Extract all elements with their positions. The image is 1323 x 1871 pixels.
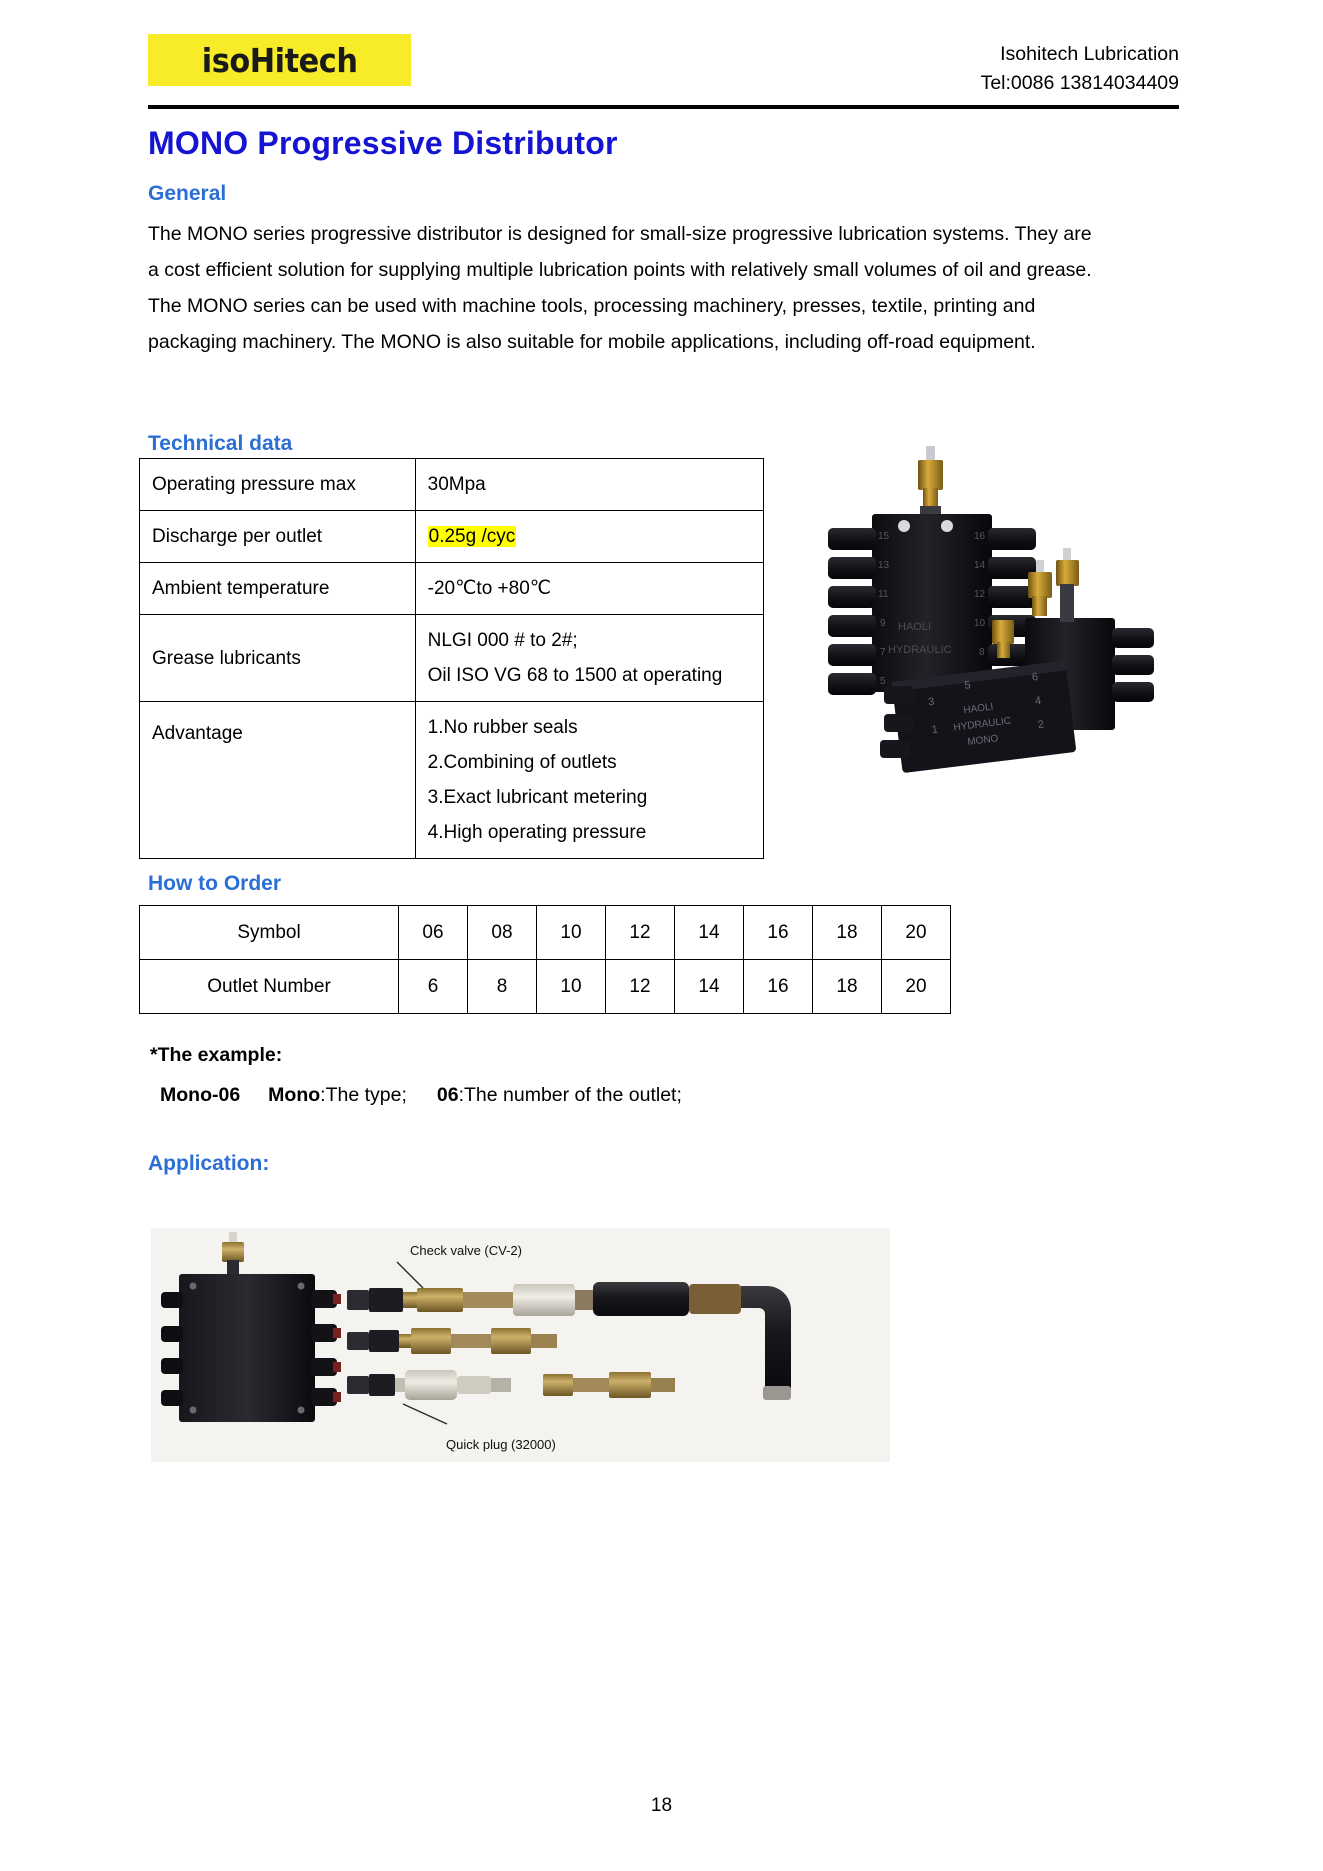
manifold-block <box>179 1274 315 1422</box>
svg-text:8: 8 <box>979 647 985 658</box>
svg-text:9: 9 <box>880 618 886 629</box>
isohitech-logo <box>148 34 411 86</box>
tech-value-line: 3.Exact lubricant metering <box>427 787 648 808</box>
symbol-cell: 10 <box>537 906 606 960</box>
table-row <box>140 459 764 511</box>
symbol-cell: 14 <box>675 906 744 960</box>
section-heading-technical-data: Technical data <box>148 432 293 455</box>
secondary-right-ports <box>1112 628 1154 702</box>
svg-text:HAOLI: HAOLI <box>962 701 995 717</box>
svg-text:10: 10 <box>974 618 986 629</box>
header-contact-block <box>981 40 1179 98</box>
svg-text:14: 14 <box>974 560 986 571</box>
outlet-number-cell: 8 <box>468 960 537 1014</box>
page-title: MONO Progressive Distributor <box>148 125 618 161</box>
table-row <box>140 960 951 1014</box>
svg-text:11: 11 <box>878 589 889 600</box>
svg-text:6: 6 <box>1031 670 1039 684</box>
tech-label: Ambient temperature <box>140 563 416 615</box>
tech-value: -20℃to +80℃ <box>415 563 763 615</box>
svg-text:7: 7 <box>880 647 886 658</box>
symbol-cell: 18 <box>813 906 882 960</box>
product-photo-distributor <box>780 440 1180 795</box>
general-line: The MONO series can be used with machine tools, processing machinery, presses, textile, printing and <box>148 295 1036 317</box>
svg-text:1: 1 <box>930 723 939 737</box>
brand-engraving-line1: HAOLI <box>898 621 932 633</box>
example-outlet-key: 06 <box>436 1084 459 1106</box>
brand-engraving-line2: HYDRAULIC <box>888 644 952 656</box>
page-number: 18 <box>650 1795 673 1816</box>
order-row-label: Outlet Number <box>140 960 399 1014</box>
general-line: a cost efficient solution for supplying multiple lubrication points with relatively small volumes of oil and grease. <box>148 259 1092 281</box>
svg-text:5: 5 <box>880 676 886 687</box>
page-header <box>148 34 1179 98</box>
tech-label: Operating pressure max <box>140 459 416 511</box>
tech-value-line: 1.No rubber seals <box>427 717 578 738</box>
header-divider <box>148 105 1179 109</box>
tech-value-cell <box>415 615 763 702</box>
symbol-cell: 08 <box>468 906 537 960</box>
example-heading: *The example: <box>150 1044 283 1066</box>
left-outlet-ports <box>828 528 876 695</box>
example-outlet-desc: :The number of the outlet; <box>458 1084 682 1106</box>
svg-text:MONO: MONO <box>966 733 1000 748</box>
tech-value-line: 4.High operating pressure <box>427 822 647 843</box>
tech-value-line: 2.Combining of outlets <box>427 752 617 773</box>
svg-text:5: 5 <box>963 679 972 692</box>
tech-value: 30Mpa <box>415 459 763 511</box>
outlet-number-cell: 10 <box>537 960 606 1014</box>
front-block-ports <box>880 686 914 758</box>
table-row <box>140 702 764 859</box>
symbol-cell: 20 <box>882 906 951 960</box>
tech-value-highlighted: 0.25g /cyc <box>428 526 516 547</box>
general-paragraph <box>148 216 1183 360</box>
svg-text:3: 3 <box>927 695 936 709</box>
tech-label: Advantage <box>140 702 416 859</box>
company-name: Isohitech Lubrication <box>1000 43 1179 65</box>
symbol-cell: 16 <box>744 906 813 960</box>
symbol-cell: 12 <box>606 906 675 960</box>
annotation-quick-plug: Quick plug (32000) <box>446 1437 556 1452</box>
section-heading-general: General <box>148 182 227 205</box>
svg-text:HYDRAULIC: HYDRAULIC <box>952 715 1012 734</box>
outlet-number-cell: 20 <box>882 960 951 1014</box>
tech-value-cell <box>415 511 763 563</box>
technical-data-table <box>139 458 764 859</box>
symbol-cell: 06 <box>399 906 468 960</box>
svg-text:4: 4 <box>1034 694 1042 708</box>
table-row <box>140 563 764 615</box>
tech-value-line: Oil ISO VG 68 to 1500 at operating <box>427 665 723 686</box>
outlet-number-cell: 14 <box>675 960 744 1014</box>
svg-text:2: 2 <box>1037 718 1045 732</box>
svg-text:13: 13 <box>878 560 890 571</box>
svg-text:16: 16 <box>974 531 986 542</box>
logo-text: isoHitech <box>201 40 358 80</box>
application-photo-graphic <box>151 1228 890 1462</box>
general-line: The MONO series progressive distributor is designed for small-size progressive lubrication systems. They are <box>148 223 1092 245</box>
outlet-number-cell: 16 <box>744 960 813 1014</box>
outlet-number-cell: 12 <box>606 960 675 1014</box>
section-heading-how-to-order: How to Order <box>148 872 282 895</box>
table-row <box>140 511 764 563</box>
tech-label: Grease lubricants <box>140 615 416 702</box>
example-type-desc: :The type; <box>320 1084 407 1106</box>
example-code: Mono-06 <box>160 1084 241 1106</box>
annotation-check-valve: Check valve (CV-2) <box>410 1243 522 1258</box>
brass-inlet-top <box>918 446 943 516</box>
section-heading-application: Application: <box>148 1152 270 1175</box>
table-row <box>140 906 951 960</box>
tech-label: Discharge per outlet <box>140 511 416 563</box>
example-line <box>160 1084 682 1107</box>
tech-value-cell <box>415 702 763 859</box>
application-photo <box>151 1228 890 1462</box>
example-type-key: Mono <box>268 1084 321 1106</box>
general-line: packaging machinery. The MONO is also suitable for mobile applications, including off-road equipment. <box>148 331 1036 353</box>
svg-text:12: 12 <box>974 589 986 600</box>
product-photo-graphic <box>780 440 1180 795</box>
outlet-number-cell: 18 <box>813 960 882 1014</box>
svg-text:15: 15 <box>878 531 890 542</box>
outlet-number-cell: 6 <box>399 960 468 1014</box>
brass-fitting-secondary-top <box>1056 548 1079 622</box>
order-row-label: Symbol <box>140 906 399 960</box>
how-to-order-table <box>139 905 951 1014</box>
company-phone: Tel:0086 13814034409 <box>980 72 1179 94</box>
tech-value-line: NLGI 000 # to 2#; <box>427 630 578 651</box>
table-row <box>140 615 764 702</box>
